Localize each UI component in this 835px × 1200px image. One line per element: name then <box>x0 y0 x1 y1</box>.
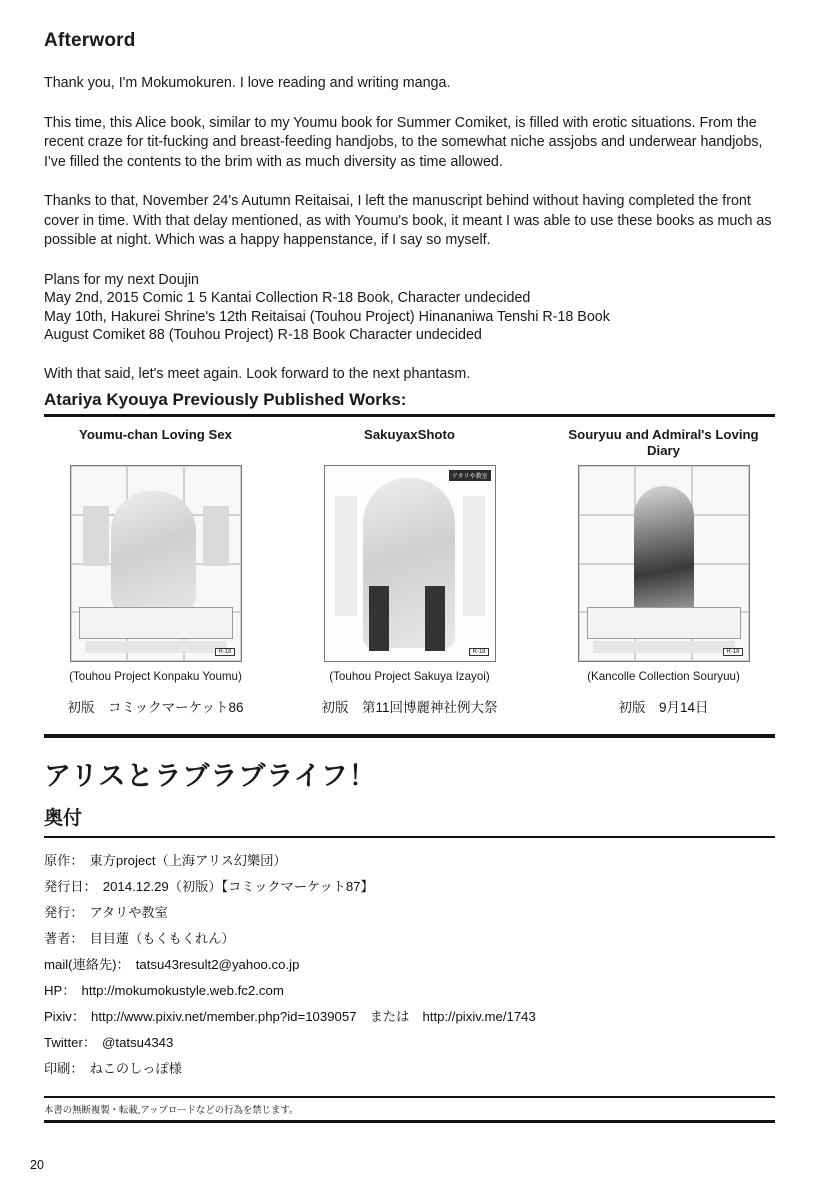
work-footer: 初版 第11回博麗神社例大祭 <box>321 700 498 715</box>
page-number: 20 <box>30 1158 44 1172</box>
colophon-divider <box>44 836 775 838</box>
colophon-row <box>44 1004 775 1030</box>
colophon-value-twitter[interactable]: @tatsu4343 <box>102 1035 174 1050</box>
works-divider-bottom <box>44 734 775 738</box>
afterword-paragraph-3: Thanks to that, November 24's Autumn Reitaisai, I left the manuscript behind without having completed the front cover in time. With that delay mentioned, as with Youmu's book, it meant I was able to use these books as much as possible at night. Which was a happy happenstance, if I say so myself. <box>44 193 772 248</box>
book-title-japanese: アリスとラブラブライフ！ <box>44 761 377 791</box>
colophon-row <box>44 874 775 900</box>
colophon-row <box>44 900 775 926</box>
work-title: SakuyaxShoto <box>364 427 455 442</box>
afterword-paragraph-2: This time, this Alice book, similar to my Youmu book for Summer Comiket, is filled with erotic situations. From the recent craze for tit-fucking and breast-feeding handjobs, to the somewhat niche assjobs and underwear handjobs, I've filled the contents to the brim with as much diversity as time allowed. <box>44 114 763 170</box>
colophon-row <box>44 1030 775 1056</box>
colophon-row <box>44 952 775 978</box>
colophon-value: アタリや教室 <box>89 905 168 920</box>
page-title: Afterword <box>44 30 136 51</box>
colophon-row <box>44 1056 775 1082</box>
work-footer: 初版 コミックマーケット86 <box>67 700 244 715</box>
colophon-value-email[interactable]: tatsu43result2@yahoo.co.jp <box>135 957 300 972</box>
colophon-label: Twitter： <box>44 1035 97 1050</box>
work-item <box>302 427 517 716</box>
work-cover-image <box>578 465 750 662</box>
colophon-heading: 奥付 <box>44 808 83 829</box>
colophon-row <box>44 978 775 1004</box>
work-footer: 初版 9月14日 <box>618 700 709 715</box>
colophon-label: mail(連絡先)： <box>44 957 130 972</box>
colophon-label: Pixiv： <box>44 1009 86 1024</box>
colophon-value: 2014.12.29（初版）【コミックマーケット87】 <box>102 879 374 894</box>
colophon-row <box>44 848 775 874</box>
work-cover-image <box>324 465 496 662</box>
work-item <box>556 427 771 716</box>
work-title: Souryuu and Admiral's Loving Diary <box>568 427 759 458</box>
cover-tag: アタリや教室 <box>449 470 491 481</box>
work-item <box>48 427 263 716</box>
afterword-paragraph-1: Thank you, I'm Mokumokuren. I love reading and writing manga. <box>44 75 451 91</box>
work-subtitle: (Kancolle Collection Souryuu) <box>587 670 740 683</box>
colophon-value: ねこのしっぽ様 <box>89 1061 182 1076</box>
colophon-label: 発行日： <box>44 879 97 894</box>
work-cover-image <box>70 465 242 662</box>
afterword-closing: With that said, let's meet again. Look forward to the next phantasm. <box>44 365 471 382</box>
plan-item-1: May 2nd, 2015 Comic 1 5 Kantai Collection R-18 Book, Character undecided <box>44 290 531 306</box>
future-plans-block <box>44 271 775 345</box>
colophon-value: 目目蓮（もくもくれん） <box>89 931 235 946</box>
r18-label: R-18 <box>469 648 488 656</box>
colophon-row <box>44 926 775 952</box>
previous-works-row <box>44 427 775 716</box>
plan-item-2: May 10th, Hakurei Shrine's 12th Reitaisai (Touhou Project) Hinananiwa Tenshi R-18 Book <box>44 308 610 325</box>
colophon-label: 原作： <box>44 853 84 868</box>
notice-divider-bottom <box>44 1120 775 1123</box>
works-divider-top <box>44 414 775 417</box>
colophon-value: 東方project（上海アリス幻樂団） <box>89 853 287 868</box>
plans-heading: Plans for my next Doujin <box>44 271 199 288</box>
work-subtitle: (Touhou Project Konpaku Youmu) <box>69 670 242 683</box>
copyright-notice: 本書の無断複製・転載,アップロードなどの行為を禁じます。 <box>44 1104 299 1115</box>
plan-item-3: August Comiket 88 (Touhou Project) R-18 Book Character undecided <box>44 327 482 343</box>
colophon-label: 印刷： <box>44 1061 84 1076</box>
work-subtitle: (Touhou Project Sakuya Izayoi) <box>329 670 490 683</box>
colophon-label: 発行： <box>44 905 84 920</box>
r18-label: R-18 <box>215 648 234 656</box>
r18-label: R-18 <box>723 648 742 656</box>
colophon-label: HP： <box>44 983 76 998</box>
colophon-value-homepage[interactable]: http://mokumokustyle.web.fc2.com <box>81 983 284 998</box>
work-title: Youmu-chan Loving Sex <box>79 427 232 442</box>
notice-divider-top <box>44 1096 775 1098</box>
colophon-label: 著者： <box>44 931 84 946</box>
previous-works-heading: Atariya Kyouya Previously Published Works: <box>44 390 407 409</box>
colophon-value-pixiv[interactable]: http://www.pixiv.net/member.php?id=1039057 または http://pixiv.me/1743 <box>91 1009 536 1024</box>
